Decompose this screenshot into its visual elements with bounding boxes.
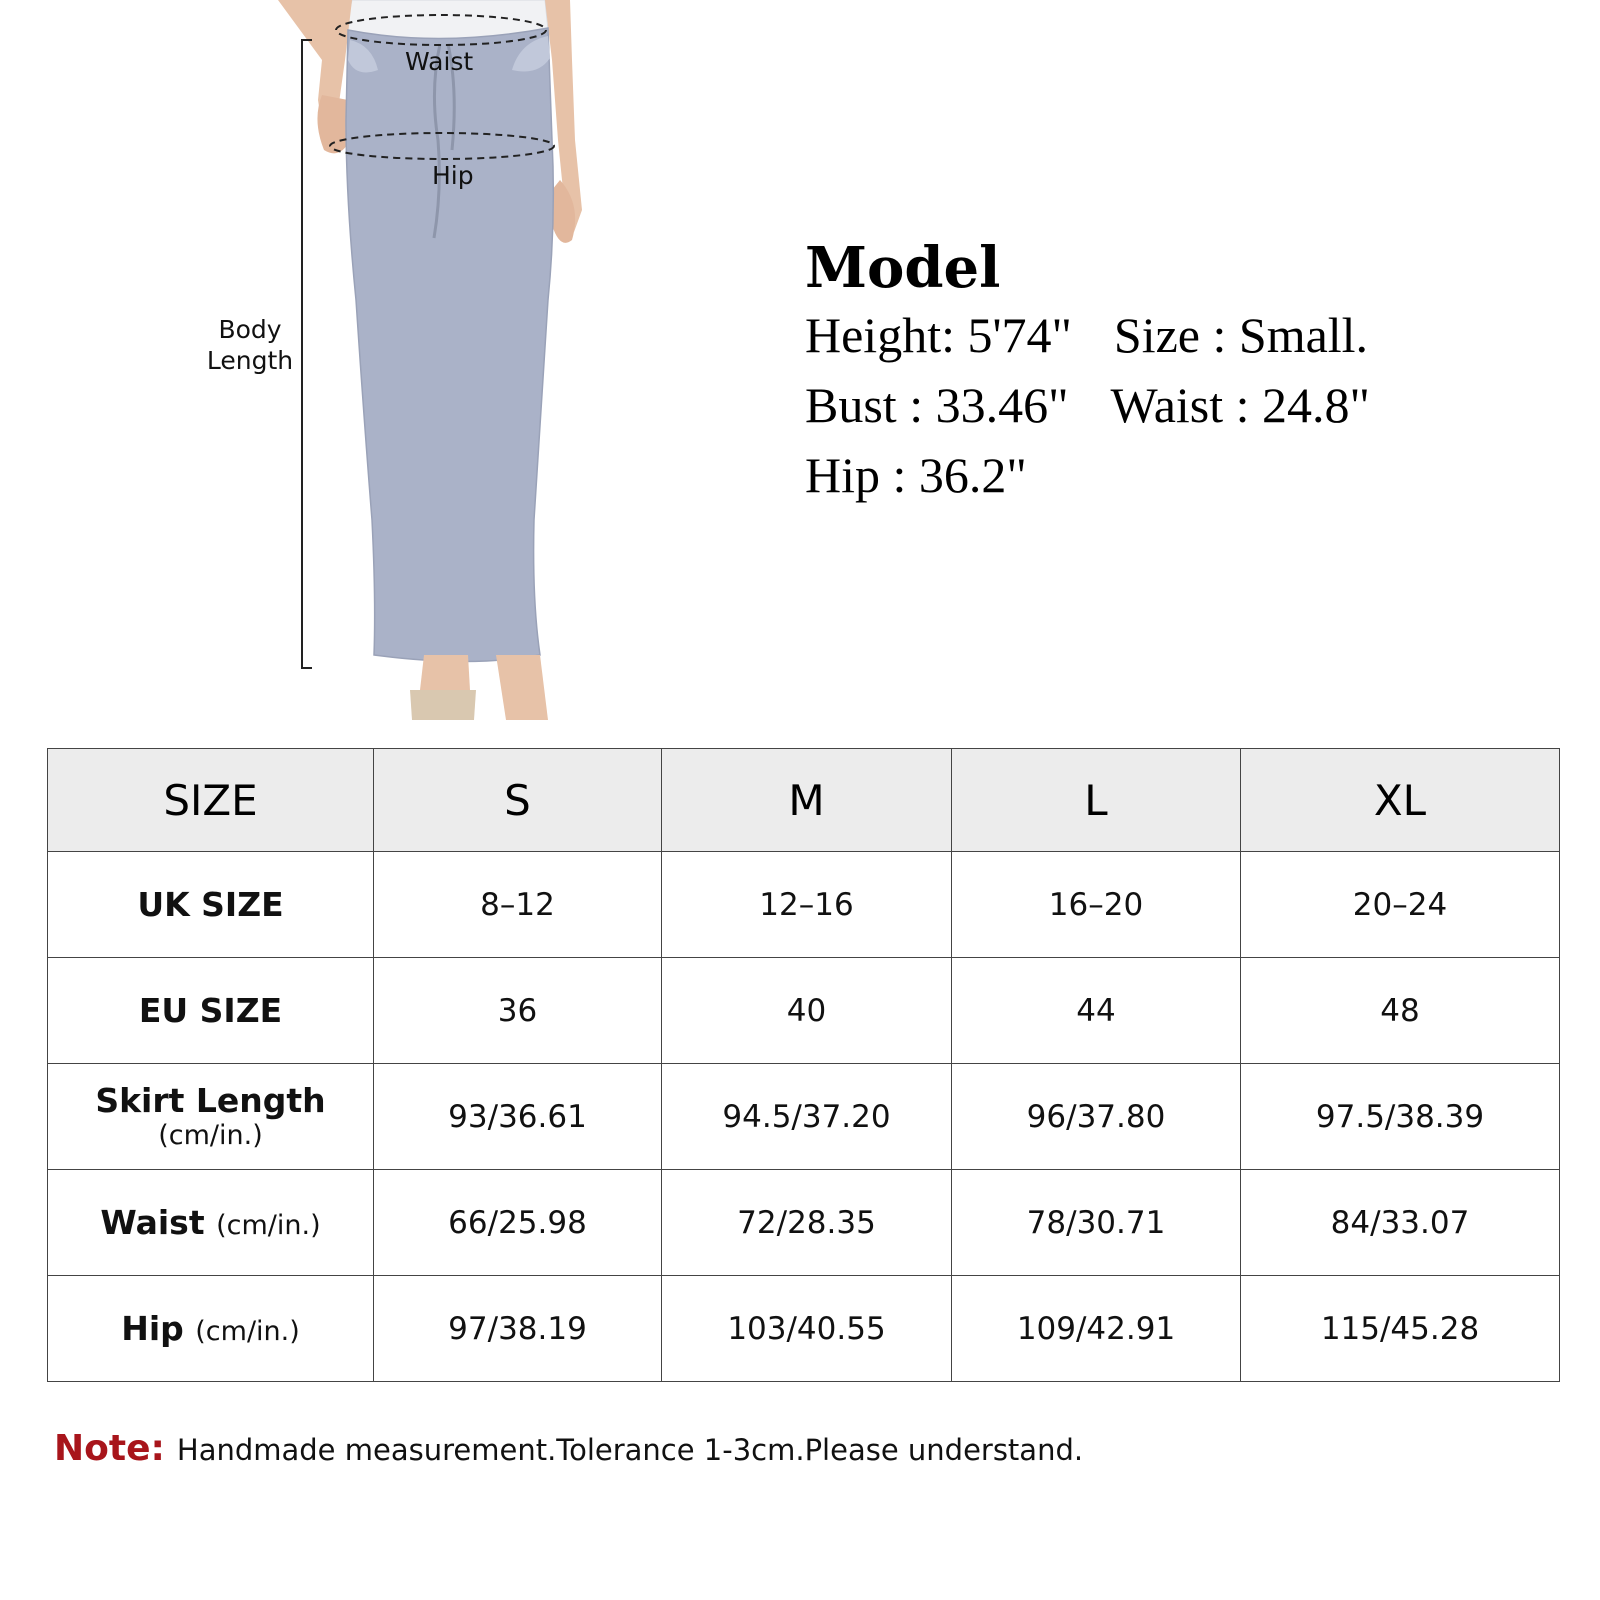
table-cell: 96/37.80: [952, 1064, 1241, 1170]
table-row-hip: [48, 1276, 1560, 1382]
skirt-shape: [346, 28, 553, 662]
row-label: [48, 1170, 374, 1276]
header-s: S: [374, 749, 662, 852]
row-label-text: Waist: [100, 1202, 205, 1242]
note-label: Note:: [54, 1428, 165, 1469]
table-cell: 94.5/37.20: [662, 1064, 952, 1170]
table-cell: 97/38.19: [374, 1276, 662, 1382]
row-label: [48, 958, 374, 1064]
header-size: SIZE: [48, 749, 374, 852]
model-height: Height: 5'74": [805, 307, 1072, 363]
table-cell: 40: [662, 958, 952, 1064]
body-length-label: Body Length: [206, 315, 294, 376]
model-info: [805, 236, 1505, 510]
table-row-skirt-length: [48, 1064, 1560, 1170]
table-cell: 66/25.98: [374, 1170, 662, 1276]
row-label-text: Skirt Length: [95, 1080, 326, 1120]
row-label-unit: (cm/in.): [195, 1315, 300, 1347]
table-cell: 109/42.91: [952, 1276, 1241, 1382]
row-label-unit: (cm/in.): [158, 1120, 263, 1152]
note-text: Handmade measurement.Tolerance 1-3cm.Please understand.: [176, 1433, 1084, 1467]
model-waist: Waist : 24.8": [1110, 377, 1370, 433]
table-cell: 20–24: [1241, 852, 1560, 958]
header-xl: XL: [1241, 749, 1560, 852]
model-title: Model: [805, 235, 1001, 301]
table-cell: 12–16: [662, 852, 952, 958]
sandal-shape: [410, 690, 476, 720]
row-label-text: Hip: [121, 1308, 184, 1348]
model-size: Size : Small.: [1113, 307, 1369, 363]
table-cell: 97.5/38.39: [1241, 1064, 1560, 1170]
row-label: [48, 1064, 374, 1170]
model-line-3: [805, 440, 1505, 510]
model-line-2: [805, 370, 1505, 440]
row-label: [48, 852, 374, 958]
table-cell: 44: [952, 958, 1241, 1064]
hip-label: Hip: [432, 161, 474, 190]
table-cell: 48: [1241, 958, 1560, 1064]
table-row-uk-size: [48, 852, 1560, 958]
row-label-unit: (cm/in.): [216, 1209, 321, 1241]
row-label: [48, 1276, 374, 1382]
model-hip: Hip : 36.2": [805, 447, 1027, 503]
table-cell: 16–20: [952, 852, 1241, 958]
table-cell: 93/36.61: [374, 1064, 662, 1170]
table-header-row: [48, 749, 1560, 852]
waist-label: Waist: [405, 47, 474, 76]
row-label-text: EU SIZE: [138, 990, 283, 1030]
header-l: L: [952, 749, 1241, 852]
body-length-measure-line: [302, 40, 312, 668]
model-line-1: [805, 300, 1505, 370]
table-cell: 84/33.07: [1241, 1170, 1560, 1276]
row-label-text: UK SIZE: [137, 884, 284, 924]
size-chart-table: [47, 748, 1560, 1382]
table-cell: 115/45.28: [1241, 1276, 1560, 1382]
table-row-waist: [48, 1170, 1560, 1276]
note: [54, 1428, 1083, 1469]
model-bust: Bust : 33.46": [805, 377, 1069, 433]
header-m: M: [662, 749, 952, 852]
table-cell: 8–12: [374, 852, 662, 958]
table-cell: 103/40.55: [662, 1276, 952, 1382]
table-cell: 78/30.71: [952, 1170, 1241, 1276]
table-cell: 36: [374, 958, 662, 1064]
skirt-illustration: [0, 0, 760, 725]
table-row-eu-size: [48, 958, 1560, 1064]
table-cell: 72/28.35: [662, 1170, 952, 1276]
model-figure: [0, 0, 760, 725]
